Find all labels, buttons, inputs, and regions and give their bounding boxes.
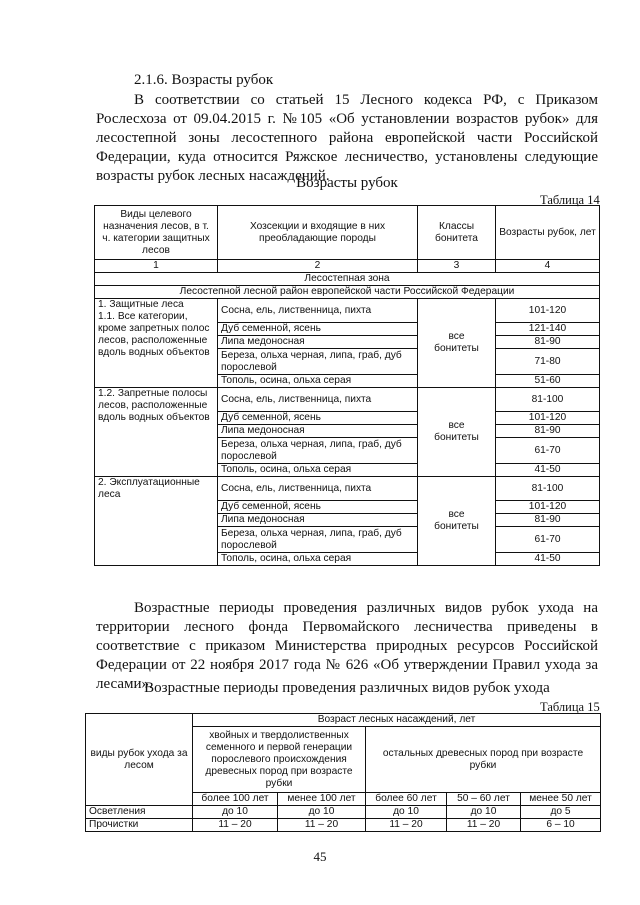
age-cell: 71-80: [496, 349, 600, 375]
rubki-paragraph: Возрастные периоды проведения различных видов рубок ухода на территории лесного фонда Первомайского лесничества приведены в соответствие с приказом Министерства природных ресурсов Российской Федерации от 22 ноября 2017 года № 626 «Об утверждении Правил ухода за лесами».: [96, 600, 598, 692]
table15-caption: Возрастные периоды проведения различных видов рубок ухода: [144, 680, 550, 696]
age-cell: 101-120: [496, 299, 600, 323]
subheader-age: 50 – 60 лет: [447, 793, 521, 806]
table14-label: Таблица 14: [540, 193, 600, 207]
period-cell: 11 – 20: [366, 819, 447, 832]
table-14: [94, 205, 600, 566]
period-cell: 11 – 20: [278, 819, 366, 832]
age-cell: 41-50: [496, 464, 600, 477]
species-cell: Дуб семенной, ясень: [218, 323, 418, 336]
period-cell: 11 – 20: [447, 819, 521, 832]
age-cell: 41-50: [496, 553, 600, 566]
age-cell: 61-70: [496, 527, 600, 553]
table-15: [85, 713, 601, 832]
bonitet-cell: все бонитеты: [418, 477, 496, 566]
species-cell: Тополь, осина, ольха серая: [218, 553, 418, 566]
table15-label: Таблица 15: [540, 700, 600, 714]
species-cell: Сосна, ель, лиственница, пихта: [218, 388, 418, 412]
period-cell: до 10: [193, 806, 278, 819]
subheader-age: менее 100 лет: [278, 793, 366, 806]
column-number: 1: [95, 260, 218, 273]
age-cell: 51-60: [496, 375, 600, 388]
header-rubki-type: виды рубок ухода за лесом: [86, 714, 193, 806]
species-cell: Липа медоносная: [218, 336, 418, 349]
subheader-age: более 100 лет: [193, 793, 278, 806]
header-other-species: остальных древесных пород при возрасте рубки: [366, 727, 601, 793]
species-cell: Липа медоносная: [218, 425, 418, 438]
species-cell: Береза, ольха черная, липа, граб, дуб порослевой: [218, 438, 418, 464]
category-cell: 2. Эксплуатационные леса: [95, 477, 218, 566]
age-cell: 81-100: [496, 477, 600, 501]
subheader-age: менее 50 лет: [521, 793, 601, 806]
column-number: 2: [218, 260, 418, 273]
age-cell: 81-100: [496, 388, 600, 412]
bonitet-cell: все бонитеты: [418, 299, 496, 388]
age-cell: 61-70: [496, 438, 600, 464]
species-cell: Дуб семенной, ясень: [218, 412, 418, 425]
column-number: 4: [496, 260, 600, 273]
header-conifer: хвойных и твердолиственных семенного и первой генерации порослевого происхождения древесных пород при возрасте рубки: [193, 727, 366, 793]
age-cell: 81-90: [496, 425, 600, 438]
subheader-age: более 60 лет: [366, 793, 447, 806]
page-number: 45: [313, 849, 327, 864]
species-cell: Дуб семенной, ясень: [218, 501, 418, 514]
header-bonitet: Классы бонитета: [418, 206, 496, 260]
category-cell: 1.2. Запретные полосы лесов, расположенные вдоль водных объектов: [95, 388, 218, 477]
bonitet-cell: все бонитеты: [418, 388, 496, 477]
period-cell: до 10: [447, 806, 521, 819]
rubki-type-cell: Осветления: [86, 806, 193, 819]
header-category: Виды целевого назначения лесов, в т. ч. категории защитных лесов: [95, 206, 218, 260]
age-cell: 101-120: [496, 501, 600, 514]
rubki-type-cell: Прочистки: [86, 819, 193, 832]
period-cell: до 10: [278, 806, 366, 819]
species-cell: Тополь, осина, ольха серая: [218, 375, 418, 388]
age-cell: 81-90: [496, 336, 600, 349]
section-heading: 2.1.6. Возрасты рубок: [134, 72, 274, 88]
period-cell: до 10: [366, 806, 447, 819]
age-cell: 101-120: [496, 412, 600, 425]
header-species: Хозсекции и входящие в них преобладающие породы: [218, 206, 418, 260]
category-cell: 1. Защитные леса 1.1. Все категории, кроме запретных полос лесов, расположенные вдоль водных объектов: [95, 299, 218, 388]
intro-paragraph: В соответствии со статьей 15 Лесного кодекса РФ, с Приказом Рослесхоза от 09.04.2015 г. №105 «Об установлении возрастов рубок» для лесостепной зоны лесостепного района европейской части Российской Федерации, куда относится Ряжское лесничество, установлены следующие возрасты рубок лесных насаждений.: [96, 92, 598, 184]
age-cell: 81-90: [496, 514, 600, 527]
species-cell: Сосна, ель, лиственница, пихта: [218, 477, 418, 501]
species-cell: Береза, ольха черная, липа, граб, дуб порослевой: [218, 527, 418, 553]
column-number: 3: [418, 260, 496, 273]
species-cell: Липа медоносная: [218, 514, 418, 527]
period-cell: до 5: [521, 806, 601, 819]
header-age: Возрасты рубок, лет: [496, 206, 600, 260]
species-cell: Сосна, ель, лиственница, пихта: [218, 299, 418, 323]
age-cell: 121-140: [496, 323, 600, 336]
header-forest-age: Возраст лесных насаждений, лет: [193, 714, 601, 727]
species-cell: Береза, ольха черная, липа, граб, дуб порослевой: [218, 349, 418, 375]
region-row: Лесостепной лесной район европейской части Российской Федерации: [95, 286, 600, 299]
zone-row: Лесостепная зона: [95, 273, 600, 286]
species-cell: Тополь, осина, ольха серая: [218, 464, 418, 477]
table14-caption: Возрасты рубок: [296, 175, 398, 191]
period-cell: 11 – 20: [193, 819, 278, 832]
period-cell: 6 – 10: [521, 819, 601, 832]
